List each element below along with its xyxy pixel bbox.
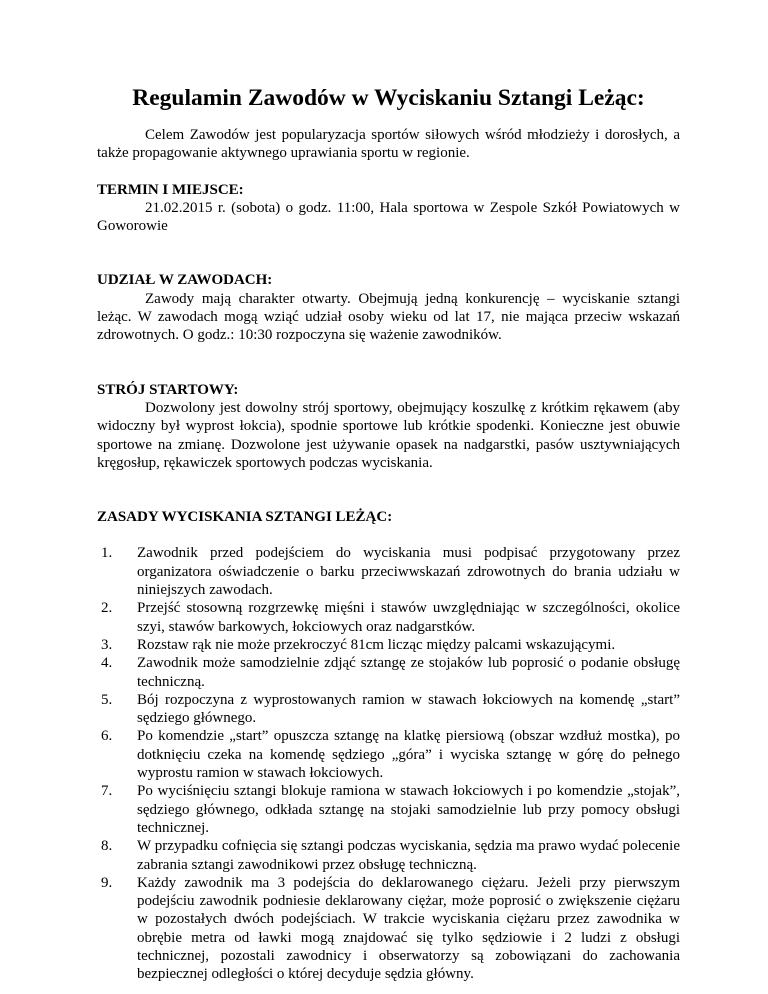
section-heading-termin: TERMIN I MIEJSCE: — [97, 181, 244, 198]
list-item-number: 8. — [101, 838, 113, 855]
list-item — [97, 782, 680, 837]
rules-list — [97, 544, 680, 983]
list-item-text: Rozstaw rąk nie może przekroczyć 81cm licząc między palcami wskazującymi. — [137, 636, 616, 653]
section-heading-udzial: UDZIAŁ W ZAWODACH: — [97, 272, 273, 289]
list-item-number: 9. — [101, 874, 113, 891]
section-heading-zasady: ZASADY WYCISKANIA SZTANGI LEŻĄC: — [97, 509, 393, 526]
list-item-number: 1. — [101, 545, 113, 562]
list-item-text: Przejść stosowną rozgrzewkę mięśni i stawów uwzględniając w szczególności, okolice szyi, stawów barkowych, łokciowych oraz nadgarstków. — [137, 600, 680, 635]
list-item-number: 6. — [101, 728, 113, 745]
section-body-termin: 21.02.2015 r. (sobota) o godz. 11:00, Hala sportowa w Zespole Szkół Powiatowych w Goworowie — [97, 199, 680, 235]
section-heading-stroj: STRÓJ STARTOWY: — [97, 381, 239, 398]
list-item-number: 7. — [101, 783, 113, 800]
section-body-udzial: Zawody mają charakter otwarty. Obejmują jedną konkurencję – wyciskanie sztangi leżąc. W zawodach mogą wziąć udział osoby wieku od lat 17, nie mająca przeciw wskazań zdrowotnych. O godz.: 10:30 rozpoczyna się ważenie zawodników. — [97, 290, 680, 344]
document-title: Regulamin Zawodów w Wyciskaniu Sztangi Leżąc: — [132, 85, 645, 111]
list-item — [97, 636, 680, 654]
list-item-number: 4. — [101, 655, 113, 672]
list-item-text: Zawodnik przed podejściem do wyciskania musi podpisać przygotowany przez organizatora oświadczenie o barku przeciwwskazań zdrowotnych do brania udziału w niniejszych zawodach. — [137, 545, 680, 599]
list-item-text: Zawodnik może samodzielnie zdjąć sztangę ze stojaków lub poprosić o podanie obsługę techniczną. — [137, 655, 680, 690]
list-item-number: 5. — [101, 691, 113, 708]
list-item — [97, 599, 680, 636]
list-item — [97, 727, 680, 782]
list-item — [97, 837, 680, 874]
list-item-text: W przypadku cofnięcia się sztangi podczas wyciskania, sędzia ma prawo wydać polecenie zabrania sztangi zawodnikowi przez obsługę techniczną. — [137, 838, 680, 873]
list-item — [97, 874, 680, 984]
list-item-text: Każdy zawodnik ma 3 podejścia do deklarowanego ciężaru. Jeżeli przy pierwszym podejściu zawodnik podniesie deklarowany ciężar, może poprosić o zwiększenie ciężaru w pozostałych dwóch podejściach. W trakcie wyciskania ciężaru przez zawodnika w obrębie metra od ławki mogą znajdować się tylko sędziowie i 2 ludzi z obsługi technicznej, pozostali zawodnicy i obserwatorzy są zobowiązani do zachowania bezpiecznej odległości o której decyduje sędzia główny. — [137, 874, 680, 983]
list-item-text: Bój rozpoczyna z wyprostowanych ramion w stawach łokciowych na komendę „start” sędziego głównego. — [137, 691, 680, 727]
list-item-text: Po komendzie „start” opuszcza sztangę na klatkę piersiową (obszar wzdłuż mostka), po dotknięciu czeka na komendę sędziego „góra” i wyciska sztangę w górę do pełnego wyprostu ramion w stawach łokciowych. — [137, 728, 680, 782]
intro-paragraph: Celem Zawodów jest popularyzacja sportów siłowych wśród młodzieży i dorosłych, a także propagowanie aktywnego uprawiania sportu w regionie. — [97, 127, 680, 162]
section-body-stroj: Dozwolony jest dowolny strój sportowy, obejmujący koszulkę z krótkim rękawem (aby widoczny był wyprost łokcia), spodnie sportowe lub krótkie spodenki. Konieczne jest obuwie sportowe na zmianę. Dozwolone jest używanie opasek na nadgarstki, pasów usztywniających kręgosłup, rękawiczek sportowych podczas wyciskania. — [97, 399, 680, 471]
list-item-text: Po wyciśnięciu sztangi blokuje ramiona w stawach łokciowych i po komendzie „stojak”, sędziego głównego, odkłada sztangę na stojaki samodzielnie lub przy pomocy obsługi technicznej. — [137, 783, 680, 836]
list-item-number: 3. — [101, 636, 113, 653]
list-item — [97, 691, 680, 728]
list-item — [97, 654, 680, 691]
list-item-number: 2. — [101, 600, 113, 617]
list-item — [97, 544, 680, 599]
